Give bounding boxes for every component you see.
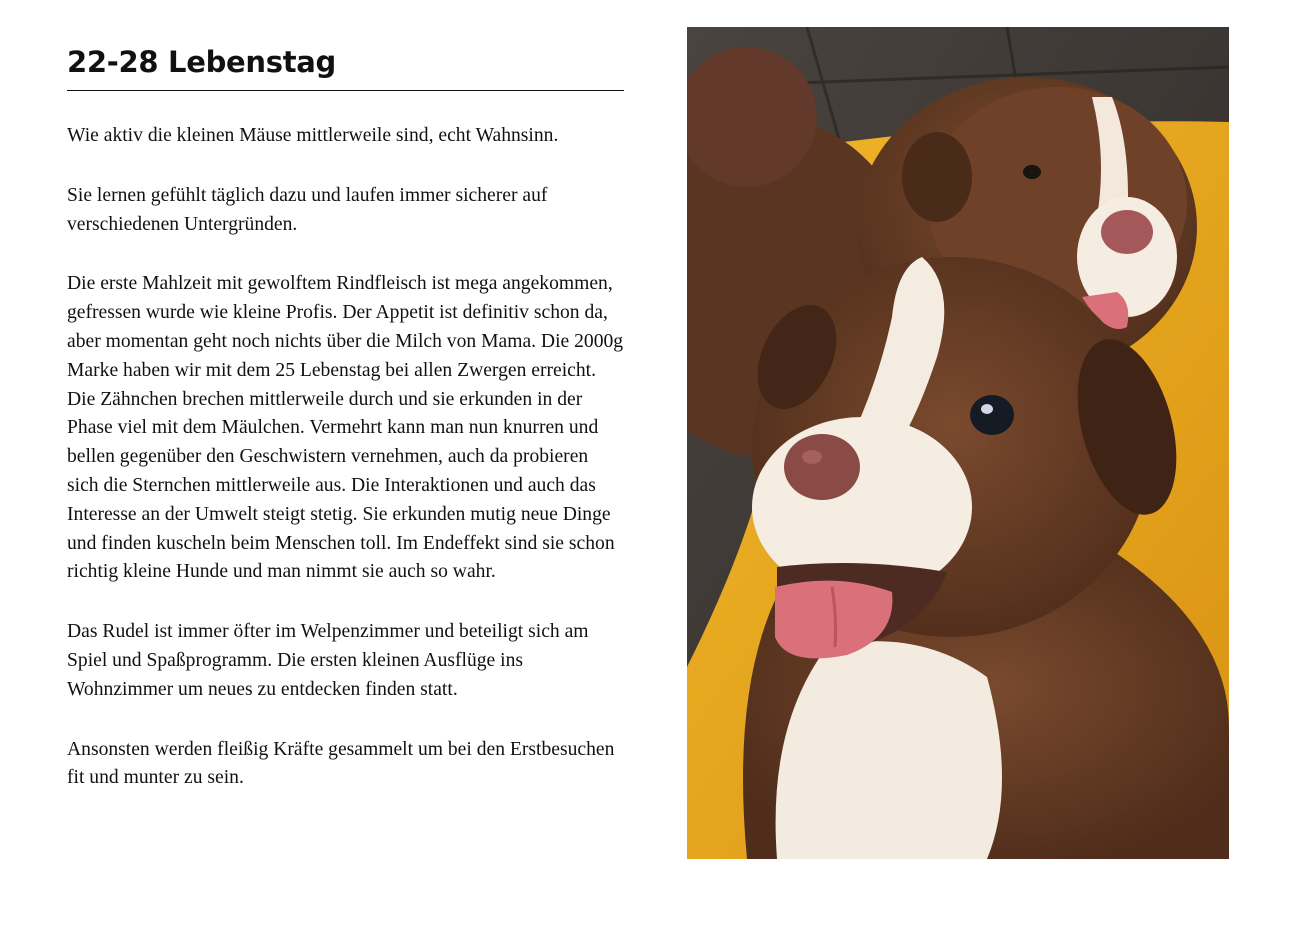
- paragraph-learning: Sie lernen gefühlt täglich dazu und laufen immer sicherer auf verschiedenen Untergründen.: [67, 184, 548, 235]
- paragraph-feeding: Die erste Mahlzeit mit gewolftem Rindfleisch ist mega angekommen, gefressen wurde wie kleine Profis. Der Appetit ist definitiv schon da, aber momentan geht noch nichts über die Milch von Mama. Die 2000g Marke haben wir mit dem 25 Lebenstag bei allen Zwergen erreicht. Die Zähnchen brechen mittlerweile durch und sie erkunden in der Phase viel mit dem Mäulchen. Vermehrt kann man nun knurren und bellen gegenüber den Geschwistern vernehmen, auch da probieren sich die Sternchen mittlerweile aus. Die Interaktionen und auch das Interesse an der Umwelt steigt stetig. Sie erkunden mutig neue Dinge und finden kuscheln beim Menschen toll. Im Endeffekt sind sie schon richtig kleine Hunde und man nimmt sie auch so wahr.: [67, 273, 624, 583]
- puppies-illustration: [687, 27, 1229, 859]
- paragraph-intro: Wie aktiv die kleinen Mäuse mittlerweile sind, echt Wahnsinn.: [67, 125, 559, 146]
- puppies-photo: [687, 27, 1229, 859]
- paragraph-closing: Ansonsten werden fleißig Kräfte gesammelt um bei den Erstbesuchen fit und munter zu sein.: [67, 738, 615, 789]
- text-column: [67, 40, 624, 793]
- page-title: 22-28 Lebenstag: [67, 40, 624, 91]
- paragraph-pack: Das Rudel ist immer öfter im Welpenzimmer und beteiligt sich am Spiel und Spaßprogramm. Die ersten kleinen Ausflüge ins Wohnzimmer um neues zu entdecken finden statt.: [67, 621, 589, 700]
